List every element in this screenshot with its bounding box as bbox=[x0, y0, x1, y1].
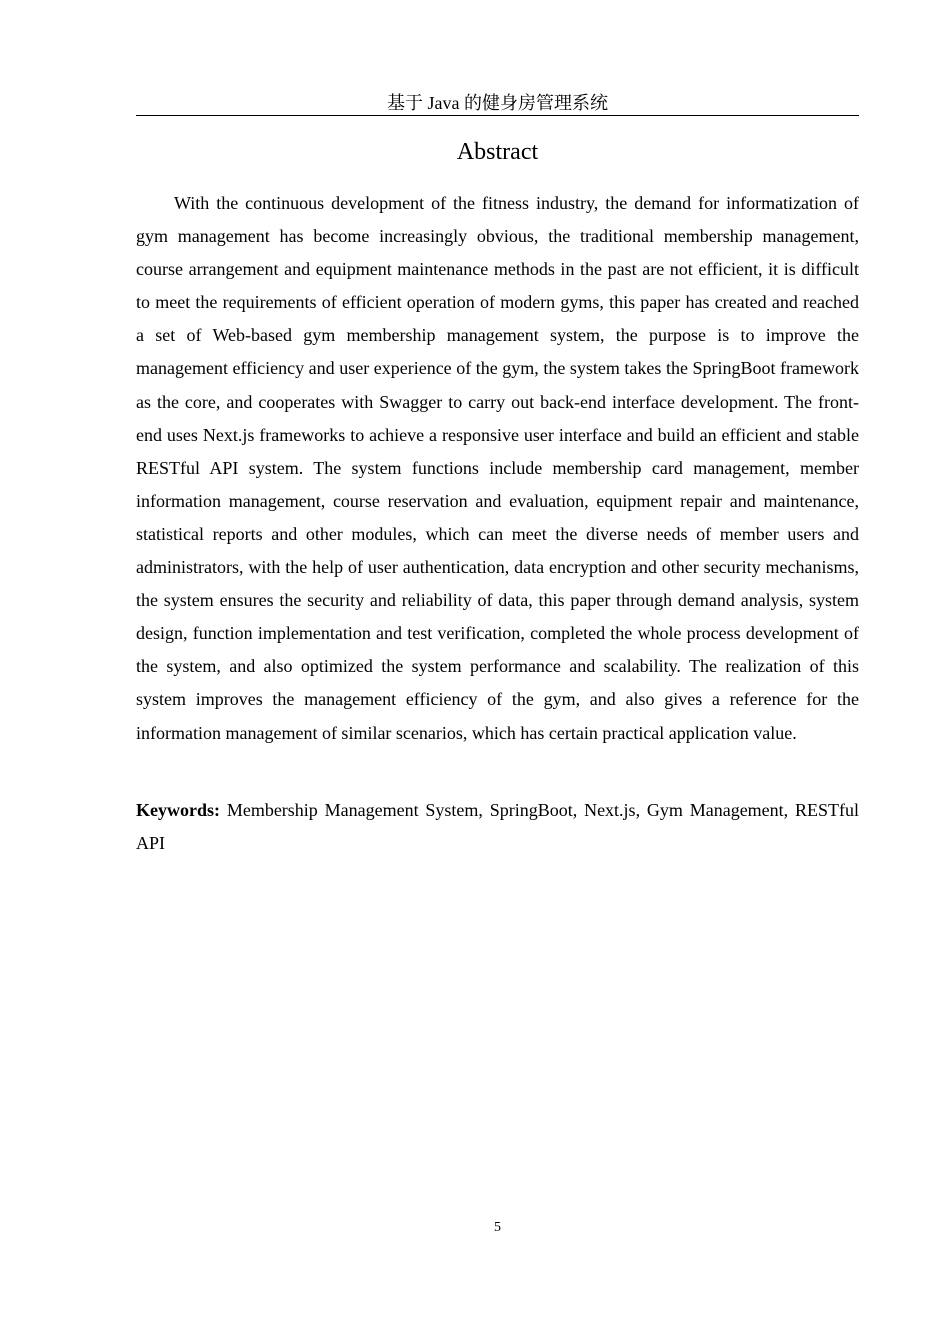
abstract-title: Abstract bbox=[456, 139, 539, 165]
keywords-text: Membership Management System, SpringBoot, Next.js, Gym Management, RESTful API bbox=[136, 800, 859, 853]
header-rule bbox=[136, 115, 859, 116]
abstract-body: With the continuous development of the fitness industry, the demand for informatization of gym management has become increasingly obvious, the traditional membership management, course arrangement and equipment maintenance methods in the past are not efficient, it is difficult to meet the requirements of efficient operation of modern gyms, this paper has created and reached a set of Web-based gym membership management system, the purpose is to improve the management efficiency and user experience of the gym, the system takes the SpringBoot framework as the core, and cooperates with Swagger to carry out back-end interface development. The front-end uses Next.js frameworks to achieve a responsive user interface and build an efficient and stable RESTful API system. The system functions include membership card management, member information management, course reservation and evaluation, equipment repair and maintenance, statistical reports and other modules, which can meet the diverse needs of member users and administrators, with the help of user authentication, data encryption and other security mechanisms, the system ensures the security and reliability of data, this paper through demand analysis, system design, function implementation and test verification, completed the whole process development of the system, and also optimized the system performance and scalability. The realization of this system improves the management efficiency of the gym, and also gives a reference for the information management of similar scenarios, which has certain practical application value. bbox=[136, 193, 859, 743]
running-header: 基于 Java 的健身房管理系统 bbox=[387, 93, 608, 113]
keywords-paragraph bbox=[136, 794, 859, 860]
keywords-label: Keywords: bbox=[136, 800, 220, 820]
page-number: 5 bbox=[494, 1220, 501, 1235]
